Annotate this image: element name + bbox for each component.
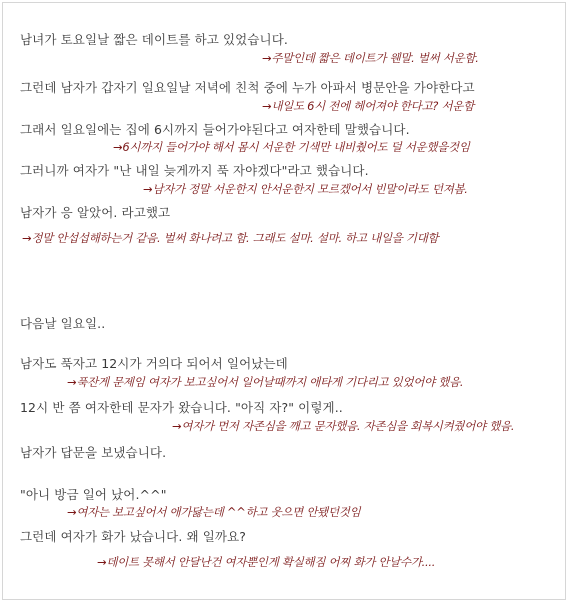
- story-line-5: 남자가 응 알았어. 라고했고: [20, 205, 171, 220]
- story-line-4: 그러니까 여자가 "난 내일 늦게까지 푹 자야겠다"라고 했습니다.: [20, 163, 369, 178]
- note-line-2: →내일도 6시 전에 헤어져야 한다고? 서운함: [262, 99, 474, 113]
- note-line-6: →푹잔게 문제임 여자가 보고싶어서 일어날때까지 애타게 기다리고 있었어야 했음.: [67, 375, 464, 389]
- story-line-7: 남자도 푹자고 12시가 거의다 되어서 일어났는데: [20, 356, 288, 371]
- story-line-6: 다음날 일요일..: [20, 316, 106, 331]
- note-line-9: →데이트 못해서 안달난건 여자뿐인게 확실해짐 어찌 화가 안날수가....: [97, 555, 436, 569]
- story-line-9: 남자가 답문을 보냈습니다.: [20, 445, 167, 460]
- story-line-8: 12시 반 쯤 여자한테 문자가 왔습니다. "아직 자?" 이렇게..: [20, 400, 343, 415]
- story-line-3: 그래서 일요일에는 집에 6시까지 들어가야된다고 여자한테 말했습니다.: [20, 122, 410, 137]
- story-line-2: 그런데 남자가 갑자기 일요일날 저녁에 친척 중에 누가 아파서 병문안을 가야한다고: [20, 80, 475, 95]
- note-line-1: →주말인데 짧은 데이트가 웬말. 벌써 서운함.: [262, 51, 479, 65]
- note-line-3: →6시까지 들어가야 해서 몸시 서운한 기색만 내비췄어도 덜 서운했을것임: [113, 140, 470, 154]
- story-line-10: "아니 방금 일어 났어.^^": [20, 487, 167, 502]
- story-line-11: 그런데 여자가 화가 났습니다. 왜 일까요?: [20, 529, 246, 544]
- story-line-1: 남녀가 토요일날 짧은 데이트를 하고 있었습니다.: [20, 32, 288, 47]
- note-line-5: →정말 안섭섭해하는거 같음. 벌써 화나려고 함. 그래도 설마. 설마. 하고 내일을 기대함: [22, 231, 439, 245]
- note-line-7: →여자가 먼저 자존심을 깨고 문자했음. 자존심을 회복시켜줬어야 했음.: [172, 419, 515, 433]
- note-line-8: →여자는 보고싶어서 애가닳는데 ^^하고 웃으면 안됐던것임: [67, 505, 361, 519]
- note-line-4: →남자가 정말 서운한지 안서운한지 모르겠어서 빈말이라도 던져봄.: [143, 182, 468, 196]
